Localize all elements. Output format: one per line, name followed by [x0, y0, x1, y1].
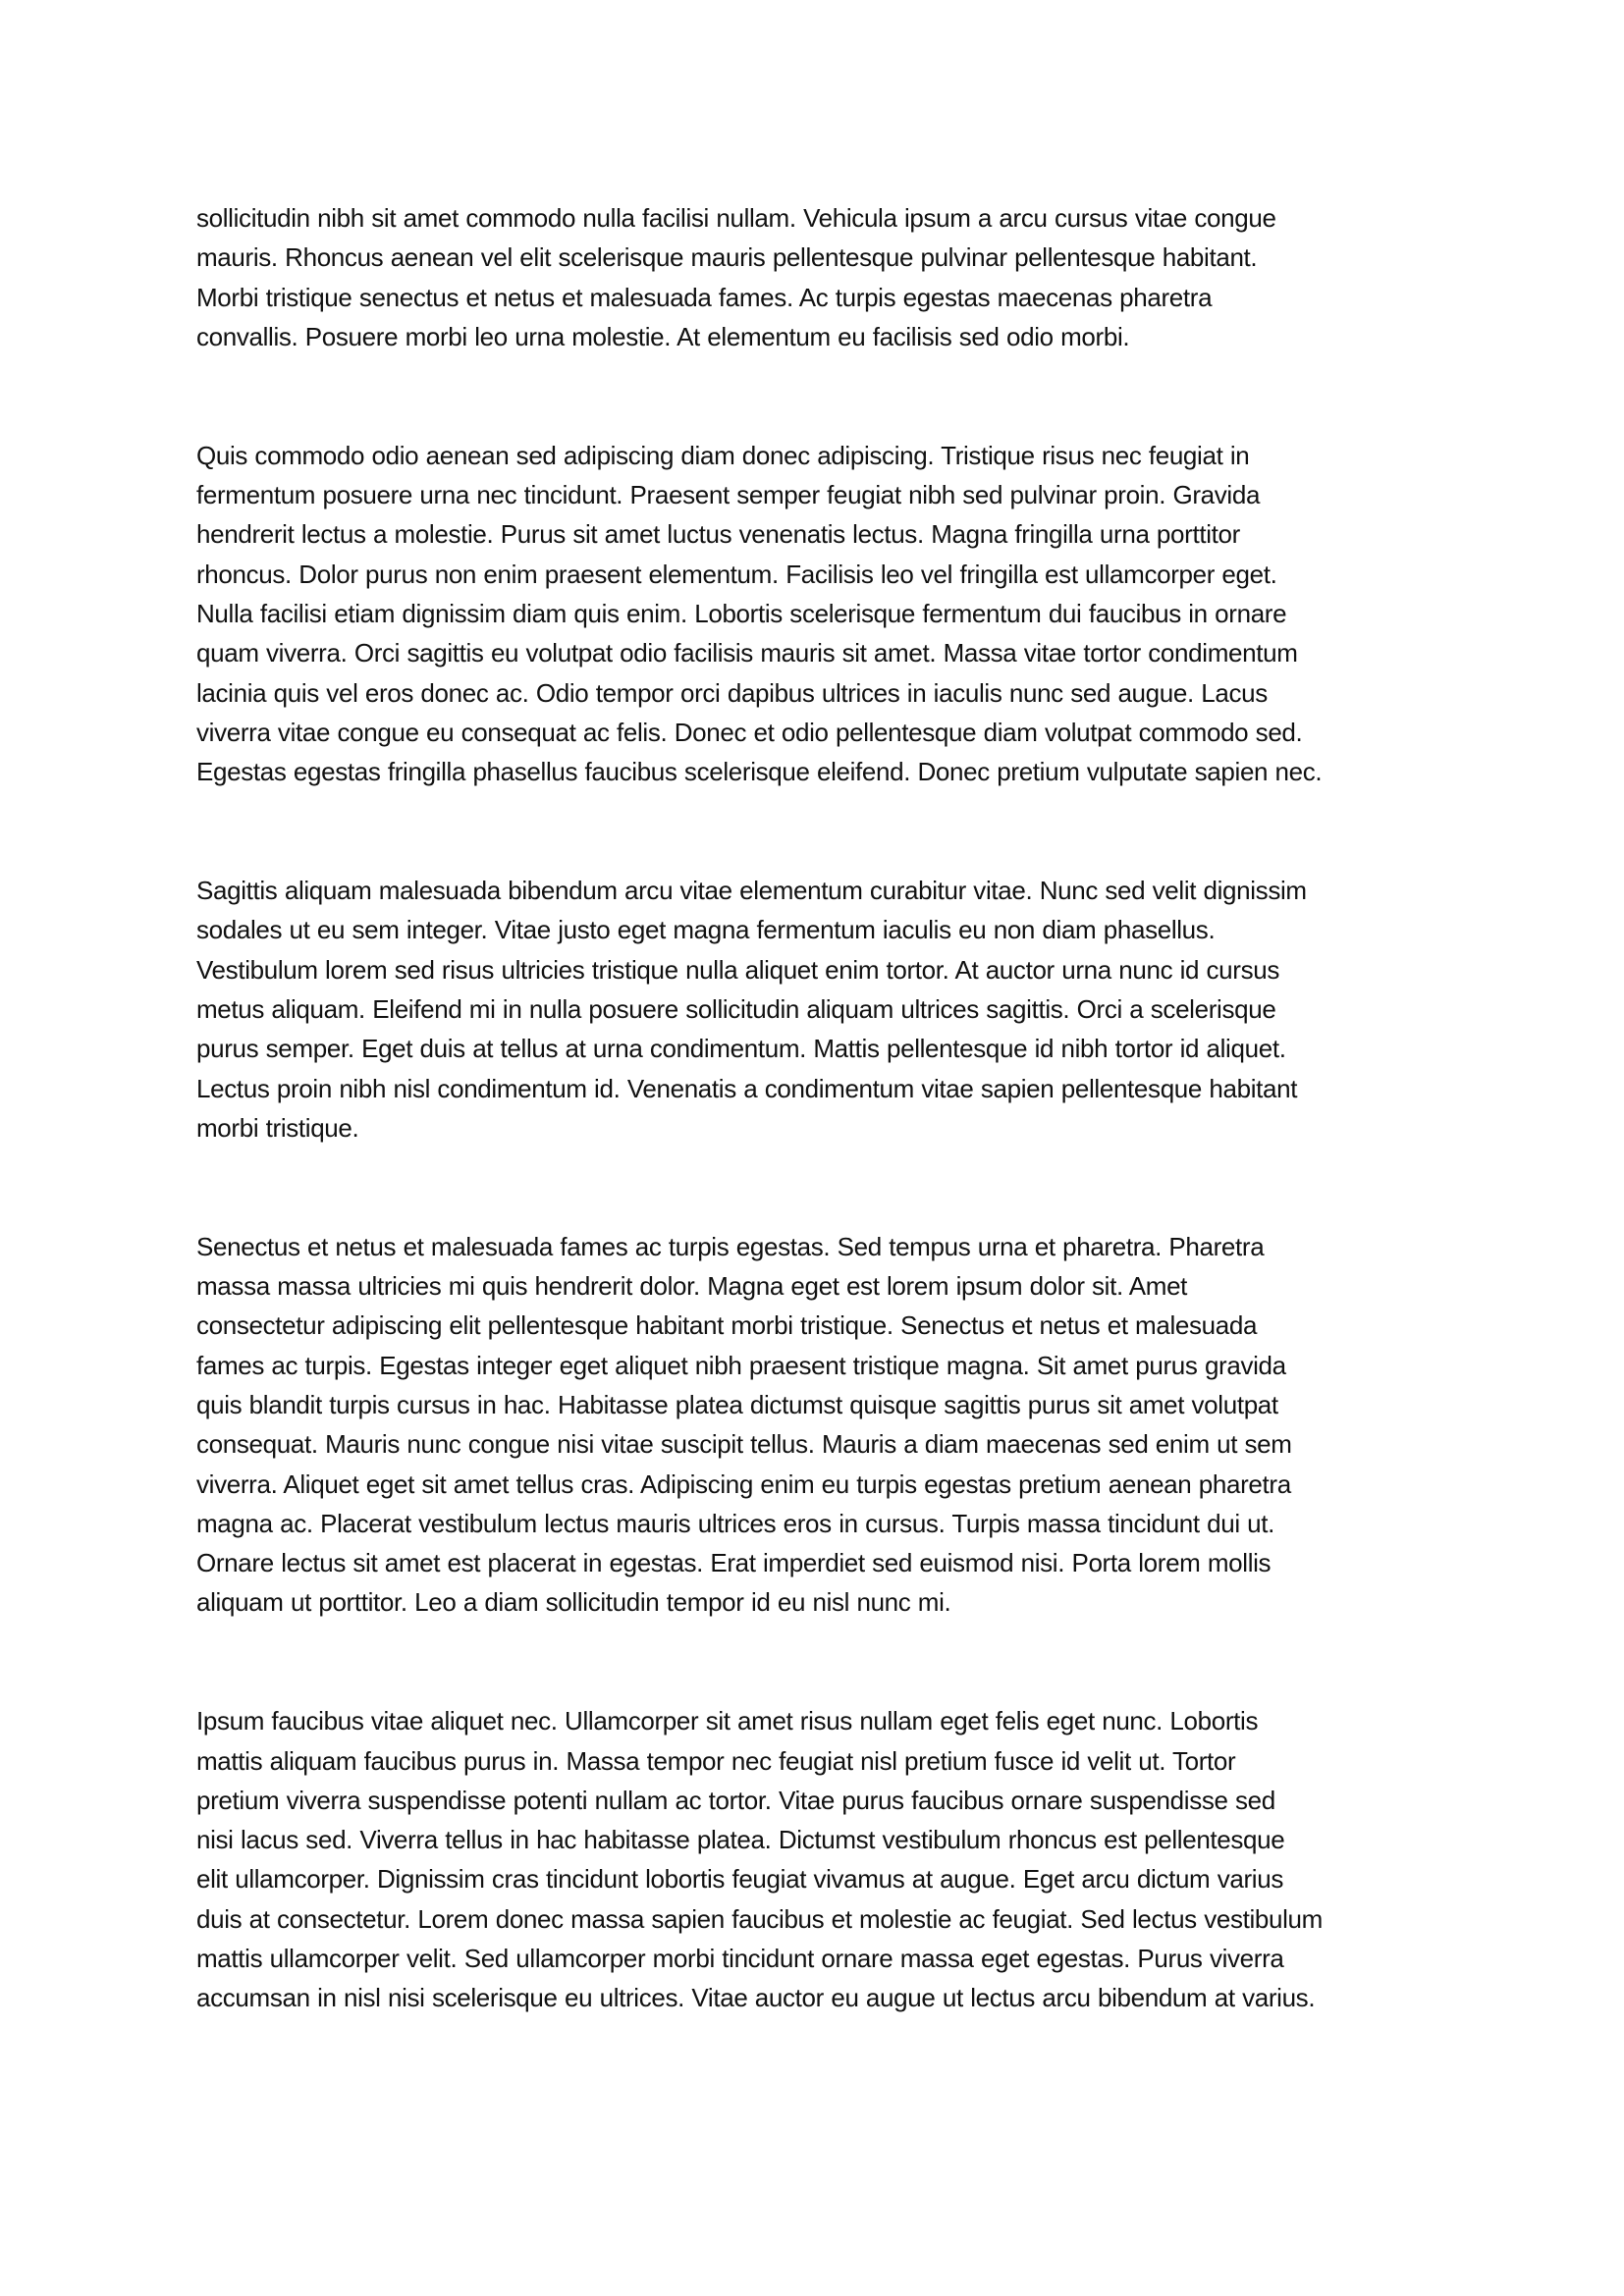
- text-line: Egestas egestas fringilla phasellus faucibus scelerisque eleifend. Donec pretium vulputate sapien nec.: [196, 757, 1323, 787]
- text-line: aliquam ut porttitor. Leo a diam sollicitudin tempor id eu nisl nunc mi.: [196, 1587, 951, 1618]
- paragraph-3: [196, 871, 1441, 1148]
- text-line: sodales ut eu sem integer. Vitae justo eget magna fermentum iaculis eu non diam phasellus.: [196, 915, 1216, 945]
- text-line: elit ullamcorper. Dignissim cras tincidunt lobortis feugiat vivamus at augue. Eget arcu dictum varius: [196, 1864, 1283, 1895]
- text-line: quis blandit turpis cursus in hac. Habitasse platea dictumst quisque sagittis purus sit amet volutpat: [196, 1389, 1278, 1419]
- text-line: lacinia quis vel eros donec ac. Odio tempor orci dapibus ultrices in iaculis nunc sed augue. Lacus: [196, 677, 1268, 708]
- text-line: Sagittis aliquam malesuada bibendum arcu vitae elementum curabitur vitae. Nunc sed velit dignissim: [196, 876, 1307, 906]
- text-line: morbi tristique.: [196, 1112, 359, 1143]
- text-line: hendrerit lectus a molestie. Purus sit amet luctus venenatis lectus. Magna fringilla urna porttitor: [196, 519, 1240, 550]
- text-line: viverra. Aliquet eget sit amet tellus cras. Adipiscing enim eu turpis egestas pretium aenean pharetra: [196, 1468, 1291, 1499]
- text-line: mauris. Rhoncus aenean vel elit scelerisque mauris pellentesque pulvinar pellentesque habitant.: [196, 242, 1258, 273]
- text-line: massa massa ultricies mi quis hendrerit dolor. Magna eget est lorem ipsum dolor sit. Amet: [196, 1271, 1188, 1302]
- text-line: mattis ullamcorper velit. Sed ullamcorper morbi tincidunt ornare massa eget egestas. Purus viverra: [196, 1944, 1284, 1974]
- paragraph-5: [196, 1701, 1441, 2017]
- text-line: nisi lacus sed. Viverra tellus in hac habitasse platea. Dictumst vestibulum rhoncus est pellentesque: [196, 1825, 1285, 1855]
- text-line: consectetur adipiscing elit pellentesque habitant morbi tristique. Senectus et netus et malesuada: [196, 1310, 1258, 1341]
- text-line: fames ac turpis. Egestas integer eget aliquet nibh praesent tristique magna. Sit amet purus gravida: [196, 1350, 1286, 1380]
- paragraph-4: [196, 1227, 1441, 1623]
- text-line: consequat. Mauris nunc congue nisi vitae suscipit tellus. Mauris a diam maecenas sed enim ut sem: [196, 1429, 1292, 1460]
- text-line: Ornare lectus sit amet est placerat in egestas. Erat imperdiet sed euismod nisi. Porta lorem mollis: [196, 1548, 1272, 1578]
- text-line: duis at consectetur. Lorem donec massa sapien faucibus et molestie ac feugiat. Sed lectus vestibulum: [196, 1903, 1323, 1934]
- paragraph-2: [196, 436, 1441, 792]
- text-line: Senectus et netus et malesuada fames ac turpis egestas. Sed tempus urna et pharetra. Pharetra: [196, 1231, 1265, 1261]
- text-line: viverra vitae congue eu consequat ac felis. Donec et odio pellentesque diam volutpat commodo sed.: [196, 717, 1303, 747]
- text-line: pretium viverra suspendisse potenti nullam ac tortor. Vitae purus faucibus ornare suspendisse sed: [196, 1785, 1275, 1815]
- text-line: Vestibulum lorem sed risus ultricies tristique nulla aliquet enim tortor. At auctor urna nunc id cursus: [196, 954, 1279, 985]
- text-line: magna ac. Placerat vestibulum lectus mauris ultrices eros in cursus. Turpis massa tincidunt dui ut.: [196, 1508, 1275, 1538]
- text-line: Ipsum faucibus vitae aliquet nec. Ullamcorper sit amet risus nullam eget felis eget nunc. Lobortis: [196, 1706, 1259, 1736]
- text-line: mattis aliquam faucibus purus in. Massa tempor nec feugiat nisl pretium fusce id velit ut. Tortor: [196, 1745, 1236, 1776]
- text-line: metus aliquam. Eleifend mi in nulla posuere sollicitudin aliquam ultrices sagittis. Orci a scelerisque: [196, 993, 1276, 1024]
- paragraph-1: [196, 198, 1441, 356]
- text-line: accumsan in nisl nisi scelerisque eu ultrices. Vitae auctor eu augue ut lectus arcu bibendum at varius.: [196, 1983, 1316, 2013]
- text-line: Lectus proin nibh nisl condimentum id. Venenatis a condimentum vitae sapien pellentesque habitant: [196, 1073, 1298, 1103]
- text-line: Quis commodo odio aenean sed adipiscing diam donec adipiscing. Tristique risus nec feugiat in: [196, 440, 1250, 470]
- text-line: purus semper. Eget duis at tellus at urna condimentum. Mattis pellentesque id nibh tortor id aliquet.: [196, 1034, 1286, 1064]
- text-line: convallis. Posuere morbi leo urna molestie. At elementum eu facilisis sed odio morbi.: [196, 321, 1130, 351]
- text-line: Morbi tristique senectus et netus et malesuada fames. Ac turpis egestas maecenas pharetra: [196, 282, 1213, 312]
- document-page: [196, 198, 1441, 2097]
- text-line: fermentum posuere urna nec tincidunt. Praesent semper feugiat nibh sed pulvinar proin. Gravida: [196, 480, 1261, 510]
- text-line: sollicitudin nibh sit amet commodo nulla facilisi nullam. Vehicula ipsum a arcu cursus vitae congue: [196, 203, 1276, 233]
- text-line: Nulla facilisi etiam dignissim diam quis enim. Lobortis scelerisque fermentum dui faucibus in ornare: [196, 598, 1287, 628]
- text-line: quam viverra. Orci sagittis eu volutpat odio facilisis mauris sit amet. Massa vitae tortor condimentum: [196, 638, 1298, 668]
- text-line: rhoncus. Dolor purus non enim praesent elementum. Facilisis leo vel fringilla est ullamcorper eget.: [196, 559, 1277, 589]
